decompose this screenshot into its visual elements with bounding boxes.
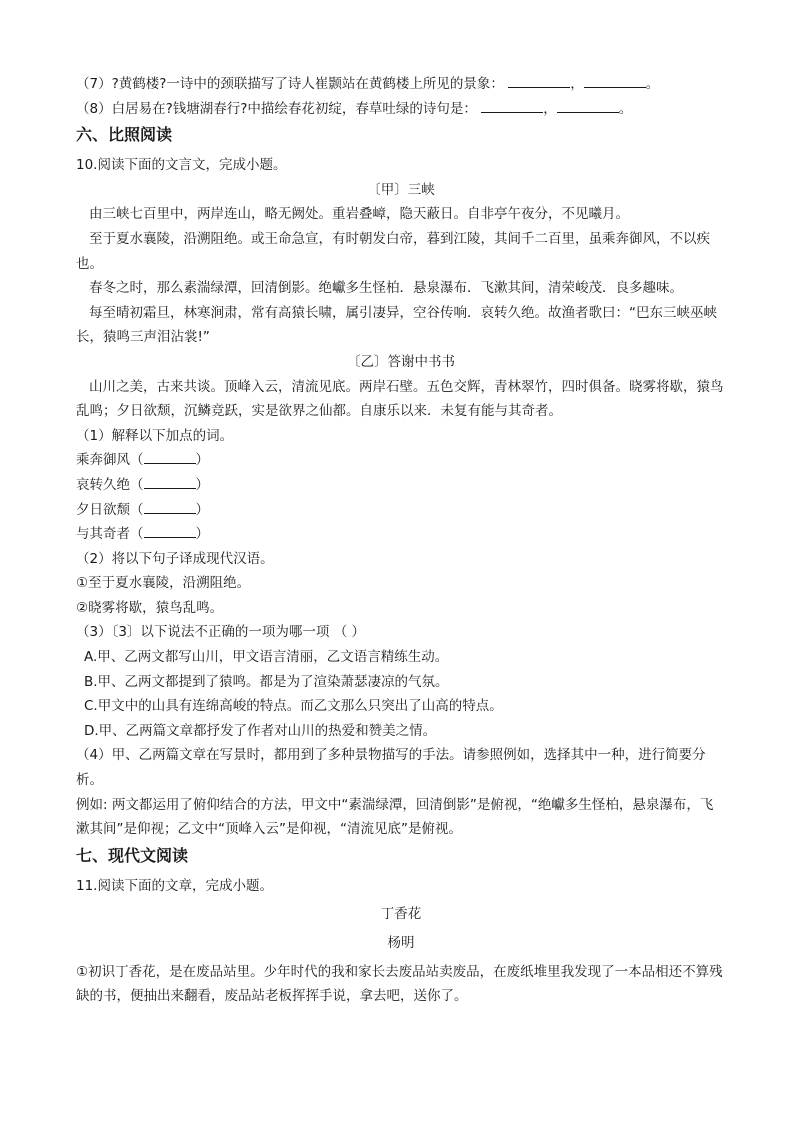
translation-item: ①至于夏水襄陵，沿溯阻绝。 [76, 575, 251, 592]
sub-question-1: （1）解释以下加点的词。 [76, 427, 234, 444]
section-heading-7: 七、现代文阅读 [76, 845, 189, 865]
question-7: （7）?黄鹤楼?一诗中的颈联描写了诗人崔颢站在黄鹤楼上所见的景象： ， 。 [76, 76, 660, 92]
question-11-prompt: 11.阅读下面的文章，完成小题。 [76, 877, 273, 894]
sub-question-2: （2）将以下句子译成现代汉语。 [76, 550, 274, 567]
translation-item: ②晓雾将歇，猿鸟乱鸣。 [76, 599, 224, 616]
word-item: 哀转久绝（ ） [76, 476, 209, 493]
answer-blank[interactable] [144, 451, 196, 464]
question-8: （8）白居易在?钱塘湖春行?中描绘春花初绽，春草吐绿的诗句是： ， 。 [76, 100, 633, 117]
answer-blank[interactable] [144, 476, 196, 489]
sub-question-3: （3）〔3〕以下说法不正确的一项为哪一项 （ ） [76, 624, 366, 641]
passage-jia-paragraph: 至于夏水襄陵，沿溯阻绝。或王命急宣，有时朝发白帝，暮到江陵，其间千二百里，虽乘奔御风，不以疾也。 [76, 230, 710, 272]
section-heading-6: 六、比照阅读 [76, 125, 173, 145]
article-title: 丁香花 [380, 906, 422, 923]
sub-question-4: （4）甲、乙两篇文章在写景时，都用到了多种景物描写的手法。请参照例如，选择其中一种，进行简要分析。 [76, 747, 706, 789]
option-a[interactable]: A.甲、乙两文都写山川，甲文语言清丽，乙文语言精练生动。 [84, 649, 449, 666]
passage-jia-title: 〔甲〕三峡 [367, 181, 435, 198]
passage-jia-paragraph: 由三峡七百里中，两岸连山，略无阙处。重岩叠嶂，隐天蔽日。自非亭午夜分，不见曦月。 [89, 206, 629, 223]
passage-jia-paragraph: 每至晴初霜旦，林寒涧肃，常有高猿长啸，属引凄异，空谷传响．哀转久绝。故渔者歌曰：“巴东三峡巫峡长，猿鸣三声泪沾裳!” [76, 304, 717, 346]
word-item: 乘奔御风（ ） [76, 452, 209, 469]
answer-blank[interactable] [584, 75, 646, 88]
word-item: 与其奇者（ ） [76, 526, 209, 543]
answer-blank[interactable] [508, 75, 570, 88]
document-page [76, 72, 726, 1009]
article-author: 杨明 [387, 935, 415, 951]
answer-blank[interactable] [144, 525, 196, 538]
word-item: 夕日欲颓（ ） [76, 501, 209, 518]
passage-yi-title: 〔乙〕答谢中书书 [347, 353, 455, 370]
question-10-prompt: 10.阅读下面的文言文，完成小题。 [76, 157, 287, 174]
passage-jia-paragraph: 春冬之时，那么素湍绿潭，回清倒影。绝巘多生怪柏．悬泉瀑布．飞漱其间，清荣峻茂．良多趣味。 [89, 280, 683, 297]
option-b[interactable]: B.甲、乙两文都提到了猿鸣。都是为了渲染萧瑟凄凉的气氛。 [84, 673, 449, 690]
option-d[interactable]: D.甲、乙两篇文章都抒发了作者对山川的热爱和赞美之情。 [84, 722, 437, 739]
answer-blank[interactable] [557, 100, 619, 113]
article-paragraph: ①初识丁香花，是在废品站里。少年时代的我和家长去废品站卖废品，在废纸堆里我发现了一本品相还不算残缺的书，便抽出来翻看，废品站老板挥挥手说，拿去吧，送你了。 [76, 963, 723, 1005]
answer-blank[interactable] [144, 501, 196, 514]
answer-blank[interactable] [481, 100, 543, 113]
example-answer: 例如: 两文都运用了俯仰结合的方法，甲文中“素湍绿潭，回清倒影”是俯视，“绝巘多生怪柏，悬泉瀑布，飞漱其间”是仰视；乙文中“顶峰入云”是仰视，“清流见底”是俯视。 [76, 796, 714, 838]
passage-yi-paragraph: 山川之美，古来共谈。顶峰入云，清流见底。两岸石壁。五色交辉，青林翠竹，四时俱备。晓雾将歇，猿鸟乱鸣；夕日欲颓，沉鳞竞跃，实是欲界之仙都。自康乐以来．未复有能与其奇者。 [76, 378, 724, 420]
option-c[interactable]: C.甲文中的山具有连绵高峻的特点。而乙文那么只突出了山高的特点。 [84, 698, 503, 715]
